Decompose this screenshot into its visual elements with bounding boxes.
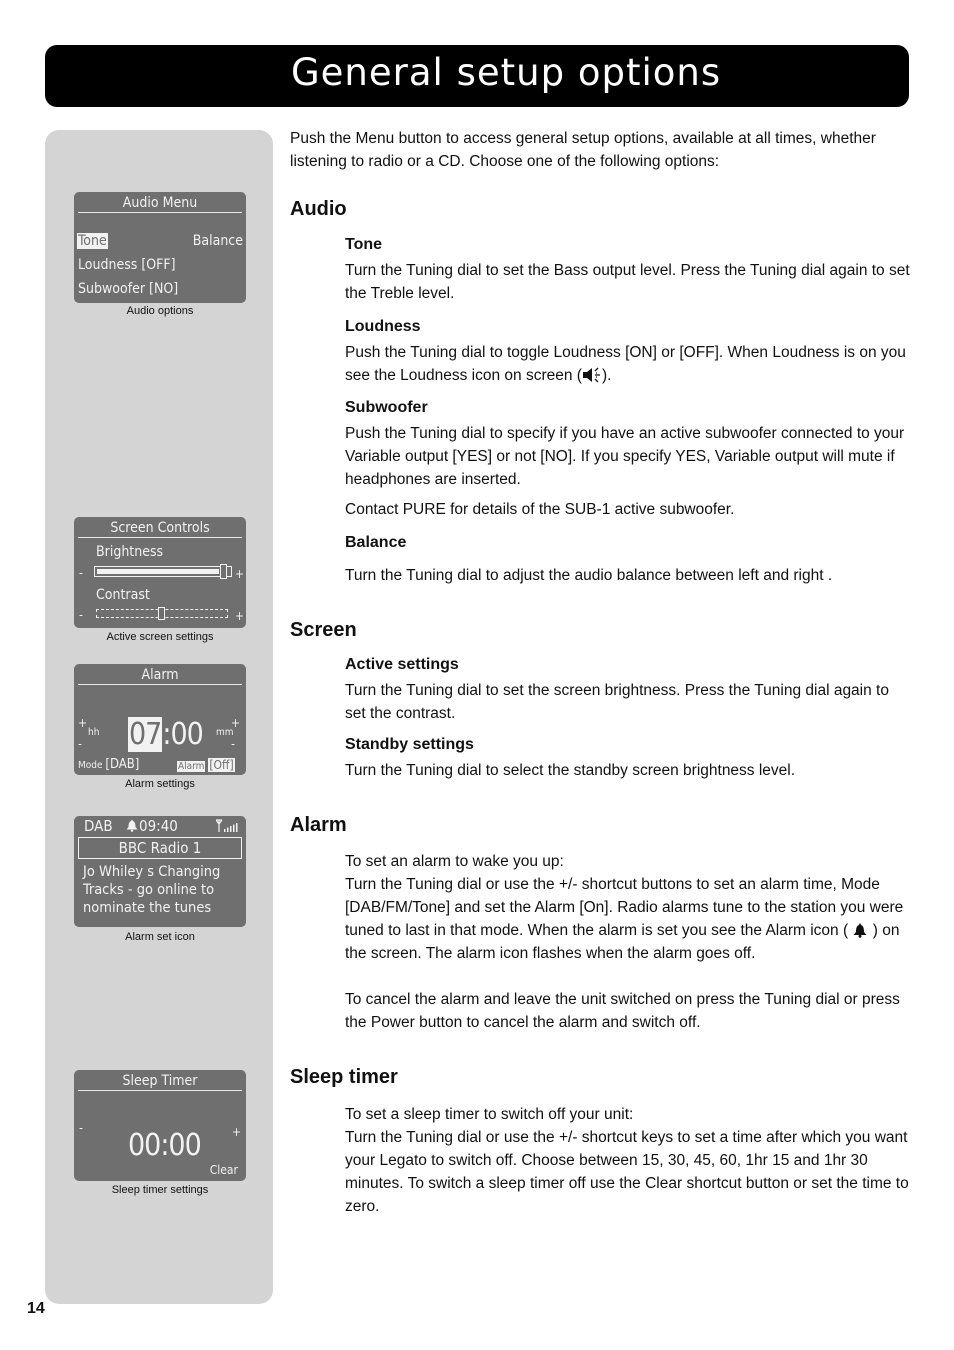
tone-heading: Tone — [345, 236, 383, 253]
lcd-tone-option: Tone — [78, 233, 107, 249]
active-settings-text: Turn the Tuning dial to set the screen brightness. Press the Tuning dial again to set the contrast. — [345, 682, 889, 722]
lcd-contrast-plus: + — [235, 609, 245, 623]
lcd-mode-label: Mode — [78, 760, 103, 771]
lcd-text-line-3: nominate the tunes — [83, 900, 212, 916]
lcd-subwoofer-option: Subwoofer [NO] — [78, 281, 179, 297]
lcd-brightness-minus: - — [79, 566, 83, 580]
lcd-bell-icon — [126, 819, 138, 832]
alarm-bell-icon — [852, 922, 868, 938]
loudness-text-part-2: ). — [601, 367, 612, 384]
lcd-contrast-minus: - — [79, 608, 83, 622]
lcd-sleep-timer — [74, 1070, 246, 1181]
lcd-alarm — [74, 664, 246, 775]
subwoofer-contact-text: Contact PURE for details of the SUB-1 active subwoofer. — [345, 501, 735, 518]
lcd-signal-icon — [216, 819, 240, 833]
intro-text: Push the Menu button to access general setup options, available at all times, whether listening to radio or a CD. Choose one of the following options: — [290, 130, 876, 170]
lcd-alarm-state-label: Alarm — [178, 761, 205, 772]
lcd-contrast-knob — [158, 607, 165, 620]
caption-screen-settings: Active screen settings — [106, 631, 214, 643]
tone-text: Turn the Tuning dial to set the Bass output level. Press the Tuning dial again to set the Treble level. — [345, 262, 910, 302]
lcd-audio-menu — [74, 192, 246, 303]
lcd-alarm-minutes: :00 — [162, 717, 203, 752]
caption-sleep-settings: Sleep timer settings — [111, 1184, 209, 1196]
lcd-brightness-knob — [220, 564, 227, 579]
lcd-sleep-plus: + — [232, 1125, 242, 1139]
loudness-text-part-1: Push the Tuning dial to toggle Loudness [ON] or [OFF]. When Loudness is on you see the Loudness icon on screen ( — [345, 344, 906, 384]
lcd-sleep-time: 00:00 — [128, 1128, 201, 1163]
standby-settings-heading: Standby settings — [345, 736, 474, 753]
lcd-brightness-bar — [94, 566, 232, 577]
lcd-brightness-plus: + — [235, 567, 245, 581]
active-settings-heading: Active settings — [345, 656, 459, 673]
sleep-intro-text: To set a sleep timer to switch off your unit: — [345, 1106, 634, 1123]
lcd-brightness-label: Brightness — [96, 544, 164, 560]
lcd-loudness-option: Loudness [OFF] — [78, 257, 176, 273]
lcd-alarm-header: Alarm — [78, 666, 242, 685]
lcd-hour-plus: + — [78, 716, 88, 730]
lcd-minute-plus: + — [231, 716, 241, 730]
lcd-mm-label: mm — [216, 727, 234, 738]
caption-alarm-icon: Alarm set icon — [125, 931, 195, 943]
lcd-contrast-label: Contrast — [96, 587, 150, 603]
lcd-clock-time: 09:40 — [139, 817, 178, 835]
lcd-sleep-header: Sleep Timer — [78, 1072, 242, 1091]
subwoofer-heading: Subwoofer — [345, 399, 428, 416]
lcd-screen-header: Screen Controls — [78, 519, 242, 538]
balance-heading: Balance — [345, 534, 407, 551]
loudness-text — [345, 341, 910, 387]
standby-settings-text: Turn the Tuning dial to select the standby screen brightness level. — [345, 762, 796, 779]
lcd-screen-controls — [74, 517, 246, 628]
lcd-balance-option: Balance — [192, 233, 243, 249]
screen-heading: Screen — [290, 619, 357, 641]
alarm-text-part-1: Turn the Tuning dial or use the +/- shortcut buttons to set an alarm time, Mode [DAB/FM/Tone] and set the Alarm [On]. Radio alarms tune to the station you were tuned to last in that mode. When the alarm is set you see the Alarm icon ( — [345, 876, 904, 939]
alarm-text-part-2: ) on the screen. The alarm icon flashes when the alarm goes off. — [345, 922, 900, 962]
lcd-hh-label: hh — [88, 727, 100, 738]
lcd-radio-display — [74, 816, 246, 927]
title-bar — [45, 45, 909, 107]
balance-text: Turn the Tuning dial to adjust the audio balance between left and right . — [345, 567, 833, 584]
alarm-heading: Alarm — [290, 814, 347, 836]
lcd-hour-minus: - — [78, 737, 82, 751]
alarm-cancel-text: To cancel the alarm and leave the unit switched on press the Tuning dial or press the Power button to cancel the alarm and switch off. — [345, 991, 900, 1031]
lcd-text-line-2: Tracks - go online to — [83, 882, 215, 898]
lcd-audio-header: Audio Menu — [78, 194, 242, 213]
lcd-mode-value: [DAB] — [105, 757, 140, 772]
lcd-sleep-minus: - — [79, 1121, 83, 1135]
subwoofer-text: Push the Tuning dial to specify if you have an active subwoofer connected to your Variable output [YES] or not [NO]. If you specify YES, Variable output will mute if headphones are inserted. — [345, 425, 905, 488]
lcd-station-name: BBC Radio 1 — [78, 837, 242, 859]
page-number: 14 — [27, 1300, 45, 1317]
lcd-text-line-1: Jo Whiley s Changing — [83, 864, 221, 880]
lcd-source-label: DAB — [84, 817, 113, 835]
alarm-intro-text: To set an alarm to wake you up: — [345, 853, 564, 870]
lcd-contrast-bar — [96, 609, 228, 618]
lcd-minute-minus: - — [231, 737, 235, 751]
lcd-sleep-clear: Clear — [209, 1163, 238, 1177]
alarm-text — [345, 873, 910, 965]
sleep-timer-text: Turn the Tuning dial or use the +/- shortcut keys to set a time after which you want your Legato to switch off. Choose between 15, 30, 45, 60, 1hr 15 and 1hr 30 minutes. To switch a sleep timer off use the Clear shortcut button or set the time to zero. — [345, 1129, 909, 1215]
audio-heading: Audio — [290, 198, 347, 220]
caption-audio-options: Audio options — [126, 305, 194, 317]
page-title: General setup options — [291, 51, 722, 94]
sleep-timer-heading: Sleep timer — [290, 1066, 398, 1088]
lcd-alarm-hours: 07 — [129, 717, 162, 752]
loudness-icon — [582, 367, 602, 383]
lcd-alarm-state-value: [Off] — [209, 758, 234, 772]
caption-alarm-settings: Alarm settings — [125, 778, 195, 790]
loudness-heading: Loudness — [345, 318, 421, 335]
